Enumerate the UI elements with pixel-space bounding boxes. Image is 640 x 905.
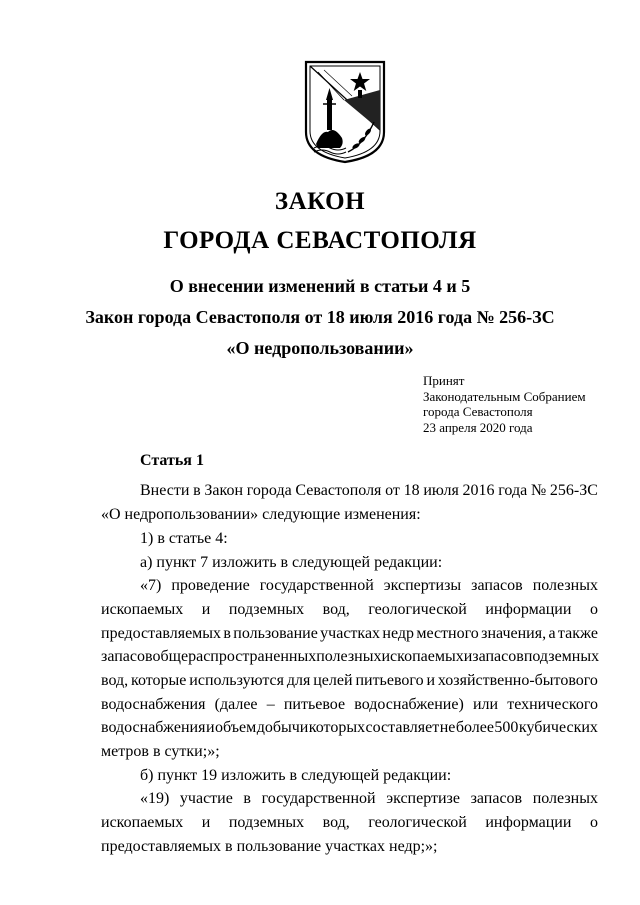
text-line: б) пункт 19 изложить в следующей редакции: [140,767,452,784]
document-title: ЗАКОН [274,188,366,215]
text-line: водоснабжения (далее – питьевое водоснабжение) или технического [101,696,598,713]
adoption-body: Законодательным Собранием [423,388,586,404]
law-name-line: «О недропользовании» [226,338,414,358]
text-line: предоставляемых в пользование участках недр;»; [101,838,438,855]
text-line: ископаемых и подземных вод, геологической информации о [101,601,598,618]
adoption-date: 23 апреля 2020 года [423,419,533,435]
text-line: «19) участие в государственной экспертизе запасов полезных [140,790,598,807]
text-line: метров в сутки;»; [101,743,220,760]
document-title-city: ГОРОДА СЕВАСТОПОЛЯ [163,227,477,254]
adoption-city: города Севастополя [423,404,533,419]
text-line: запасов общераспространенных полезных ископаемых и запасов подземных [101,648,600,665]
text-line: ископаемых и подземных вод, геологической информации о [101,814,598,831]
text-line: водоснабжения и объем добычи которых составляет не более 500 кубических [101,719,598,736]
text-line: предоставляемых в пользование участках недр местного значения, а также [101,625,598,642]
text-line: Внести в Закон города Севастополя от 18 июля 2016 года № 256-ЗС [140,482,598,499]
text-line: «О недропользовании» следующие изменения: [101,506,421,523]
adoption-block [423,373,586,435]
text-line: «7) проведение государственной экспертизы запасов полезных [140,577,598,594]
law-subject-line: О внесении изменений в статьи 4 и 5 [169,276,471,296]
text-line: а) пункт 7 изложить в следующей редакции: [140,554,443,571]
law-reference-line: Закон города Севастополя от 18 июля 2016 года № 256-ЗС [85,307,555,327]
article-heading: Статья 1 [140,452,204,469]
adoption-label: Принят [423,373,465,388]
text-line: 1) в статье 4: [140,530,228,547]
text-line: вод, которые используются для целей питьевого и хозяйственно-бытового [101,672,598,689]
sevastopol-coat-of-arms-emblem [304,60,386,164]
